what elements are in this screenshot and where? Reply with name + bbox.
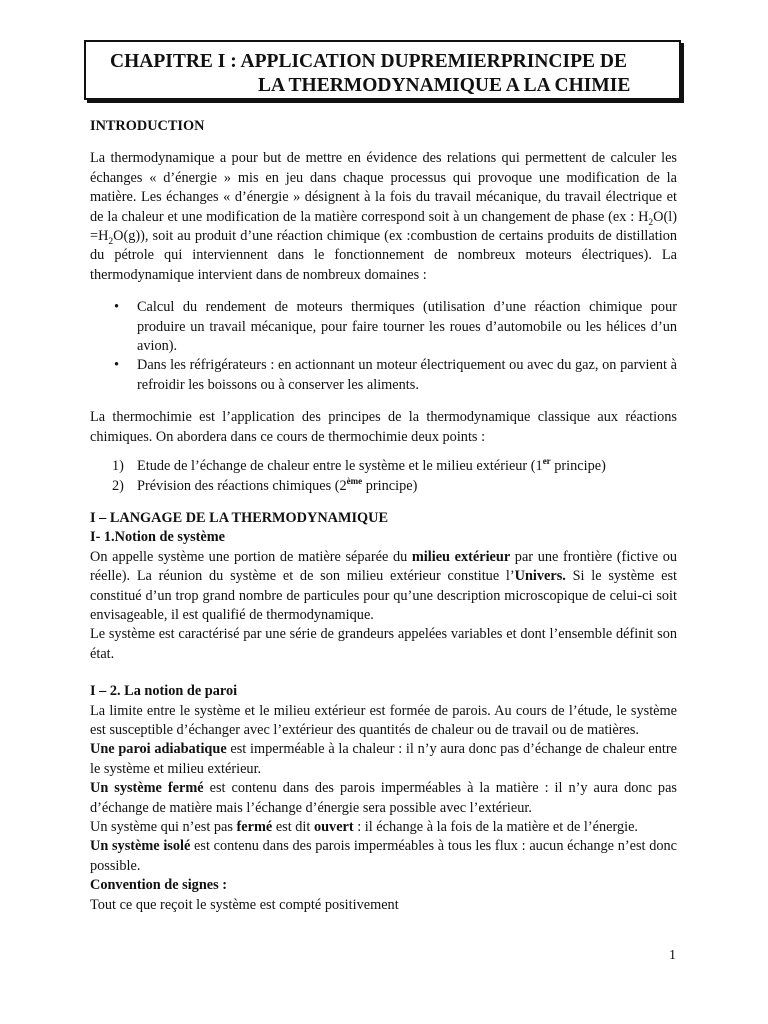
- intro-paragraph-2: La thermochimie est l’application des principes de la thermodynamique classique aux réactions chimiques. On abordera dans ce cours de thermochimie deux points :: [90, 409, 677, 445]
- intro-paragraph-1: La thermodynamique a pour but de mettre en évidence des relations qui permettent de calculer les échanges « d’énergie » mis en jeu dans chaque processus qui provoque une modification de la matière. Les échanges « d’énergie » désignent à la fois du travail mécanique, du travail électrique et de la chaleur et une modification de la matière correspond soit à un changement de phase (ex : $H_2O(l) =H_2O(g)$), soit au produit d’une réaction chimique (ex :combustion de certains produits de distillation du pétrole qui interviennent dans le fonctionnement de nombreux moteurs électriques). La thermodynamique intervient dans de nombreux domaines :: [90, 150, 677, 283]
- bullet-icon: •: [114, 299, 120, 316]
- system-state-paragraph: Le système est caractérisé par une série de grandeurs appelées variables et dont l’ensemble définit son état.: [90, 626, 677, 662]
- paroi-paragraph: La limite entre le système et le milieu extérieur est formée de parois. Au cours de l’étude, le système est susceptible d’échanger avec l’extérieur des quantités de chaleur ou de travail ou de matières.: [90, 702, 677, 738]
- section1-1-heading: I- 1.Notion de système: [90, 529, 226, 546]
- list-item: • Dans les réfrigérateurs : en actionnant un moteur électriquement ou avec du gaz, on parvient à refroidir les boissons ou à conserver les aliments.: [114, 357, 677, 393]
- page-number: 1: [669, 948, 676, 963]
- sign-convention-heading: Convention de signes :: [90, 877, 228, 894]
- adiabatic-paragraph: Une paroi adiabatique est imperméable à la chaleur : il n’y aura donc pas d’échange de chaleur entre le système et milieu extérieur.: [90, 741, 677, 777]
- chapter-title-box: [84, 40, 681, 100]
- list-item: 1) Etude de l’échange de chaleur entre le système et le milieu extérieur (1er principe): [112, 456, 606, 475]
- sign-convention-text: Tout ce que reçoit le système est compté positivement: [90, 896, 399, 913]
- course-points-list: [90, 457, 677, 496]
- document-body: [90, 117, 677, 915]
- section1-2-heading: I – 2. La notion de paroi: [90, 683, 238, 700]
- isolated-system-paragraph: Un système isolé est contenu dans des parois imperméables à tous les flux : aucun échange n’est donc possible.: [90, 838, 677, 874]
- list-item: 2) Prévision des réactions chimiques (2ème principe): [112, 475, 418, 494]
- list-item: • Calcul du rendement de moteurs thermiques (utilisation d’une réaction chimique pour produire un travail mécanique, pour faire tourner les roues d’automobile ou les hélices d’un avion).: [114, 299, 677, 355]
- chapter-title-line2: LA THERMODYNAMIQUE A LA CHIMIE: [258, 75, 631, 96]
- chapter-title-line1: CHAPITRE I : APPLICATION DUPREMIERPRINCIPE DE: [110, 51, 627, 72]
- section1-heading: I – LANGAGE DE LA THERMODYNAMIQUE: [90, 509, 389, 526]
- system-definition-paragraph: On appelle système une portion de matière séparée du milieu extérieur par une frontière (fictive ou réelle). La réunion du système et de son milieu extérieur constitue l’Univers. Si le système est constitué d’un trop grand nombre de particules pour qu’une description microscopique de celui-ci soit envisageable, il est qualifié de thermodynamique.: [90, 548, 678, 623]
- closed-system-paragraph: Un système fermé est contenu dans des parois imperméables à la matière : il n’y aura donc pas d’échange de matière mais l’échange d’énergie sera possible avec l’extérieur.: [90, 780, 677, 816]
- bullet-icon: •: [114, 357, 120, 374]
- introduction-heading: INTRODUCTION: [90, 118, 205, 134]
- open-system-paragraph: Un système qui n’est pas fermé est dit ouvert : il échange à la fois de la matière et de l’énergie.: [90, 819, 639, 835]
- applications-bullet-list: [90, 298, 677, 395]
